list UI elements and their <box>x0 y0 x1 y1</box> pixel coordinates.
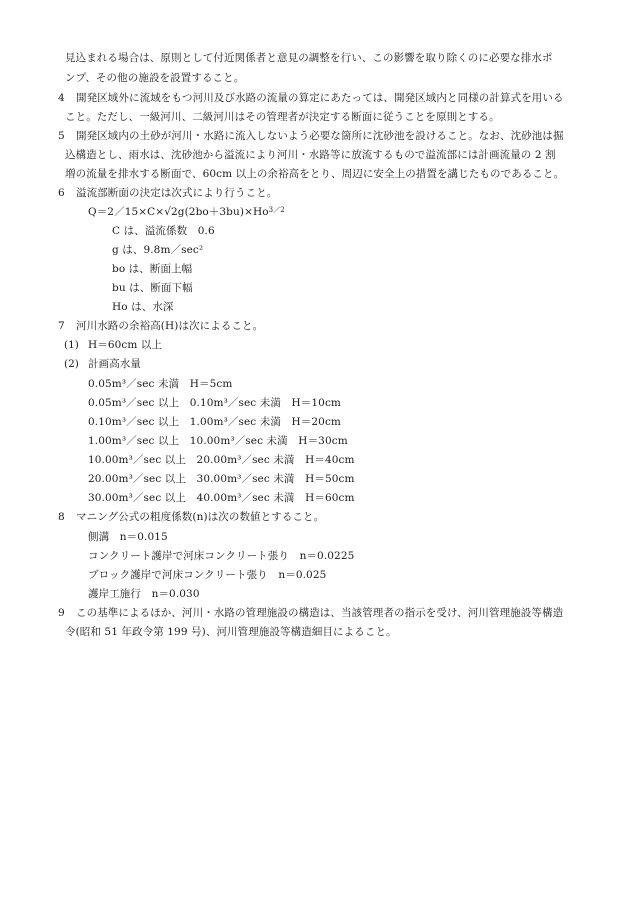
roughness-row-1: 側溝 n＝0.015 <box>88 531 168 543</box>
item4-line-1: 開発区域外に流域をもつ河川及び水路の流量の算定にあたっては、開発区域内と同様の計算式を用いる <box>76 92 564 104</box>
item7-sub1-number: (1) <box>64 339 79 351</box>
item9-line-2: 令(昭和 51 年政令第 199 号)、河川管理施設等構造細目によること。 <box>65 626 397 638</box>
item8-number: 8 <box>58 511 65 523</box>
item7-sub1: H＝60cm 以上 <box>88 339 163 351</box>
flow-row-1: 0.05m³／sec 未満 H＝5cm <box>88 378 233 390</box>
roughness-row-3: ブロック護岸で河床コンクリート張り n＝0.025 <box>88 569 327 581</box>
item4-line-2: こと。ただし、一級河川、二級河川はその管理者が決定する断面に従うことを原則とする。 <box>65 111 500 123</box>
def-bo: bo は、断面上幅 <box>112 263 193 275</box>
item6-line: 溢流部断面の決定は次式により行うこと。 <box>76 187 278 199</box>
def-c: C は、溢流係数 0.6 <box>112 225 215 237</box>
item9-line-1: この基準によるほか、河川・水路の管理施設の構造は、当該管理者の指示を受け、河川管理施設等構造 <box>76 607 564 619</box>
item7-sub2: 計画高水量 <box>88 358 141 370</box>
item7-number: 7 <box>58 320 65 332</box>
item7-line: 河川水路の余裕高(H)は次によること。 <box>76 320 264 332</box>
item5-line-3: 増の流量を排水する断面で、60cm 以上の余裕高をとり、周辺に安全上の措置を講じたものであること。 <box>65 168 565 180</box>
item3-line-1: 見込まれる場合は、原則として付近関係者と意見の調整を行い、この影響を取り除くのに必要な排水ポ <box>65 52 553 64</box>
roughness-row-2: コンクリート護岸で河床コンクリート張り n＝0.0225 <box>88 550 355 562</box>
item4-number: 4 <box>58 92 65 104</box>
flow-row-4: 1.00m³／sec 以上 10.00m³／sec 未満 H＝30cm <box>88 435 348 447</box>
roughness-row-4: 護岸工施行 n＝0.030 <box>88 588 200 600</box>
def-ho: Ho は、水深 <box>112 301 174 313</box>
item6-number: 6 <box>58 187 65 199</box>
flow-row-3: 0.10m³／sec 以上 1.00m³／sec 未満 H＝20cm <box>88 416 341 428</box>
flow-row-7: 30.00m³／sec 以上 40.00m³／sec 未満 H＝60cm <box>88 492 355 504</box>
item5-line-2: 込構造とし、雨水は、沈砂池から溢流により河川・水路等に放流するもので溢流部には計画流量の 2 割 <box>65 149 556 161</box>
item5-line-1: 開発区域内の土砂が河川・水路に流入しないよう必要な箇所に沈砂池を設けること。なお、沈砂池は掘 <box>76 130 564 142</box>
item5-number: 5 <box>58 130 65 142</box>
formula-exponent: 3／2 <box>268 206 285 214</box>
flow-row-2: 0.05m³／sec 以上 0.10m³／sec 未満 H＝10cm <box>88 397 341 409</box>
item8-line: マニング公式の粗度係数(n)は次の数値とすること。 <box>76 511 325 523</box>
flow-row-6: 20.00m³／sec 以上 30.00m³／sec 未満 H＝50cm <box>88 473 355 485</box>
item9-number: 9 <box>58 607 65 619</box>
formula-radicand: 2g(2bo＋3bu) <box>170 206 245 218</box>
def-bu: bu は、断面下幅 <box>112 282 193 294</box>
square-root-icon: √ <box>164 206 171 218</box>
formula-prefix: Q＝2／15×C× <box>88 206 165 218</box>
item7-sub2-number: (2) <box>64 358 79 370</box>
formula-suffix: ×Ho <box>244 206 269 218</box>
flow-row-5: 10.00m³／sec 以上 20.00m³／sec 未満 H＝40cm <box>88 454 355 466</box>
def-g: g は、9.8m／sec² <box>112 244 204 256</box>
item3-line-2: ンプ、その他の施設を設置すること。 <box>65 72 245 84</box>
overflow-formula <box>88 205 285 219</box>
